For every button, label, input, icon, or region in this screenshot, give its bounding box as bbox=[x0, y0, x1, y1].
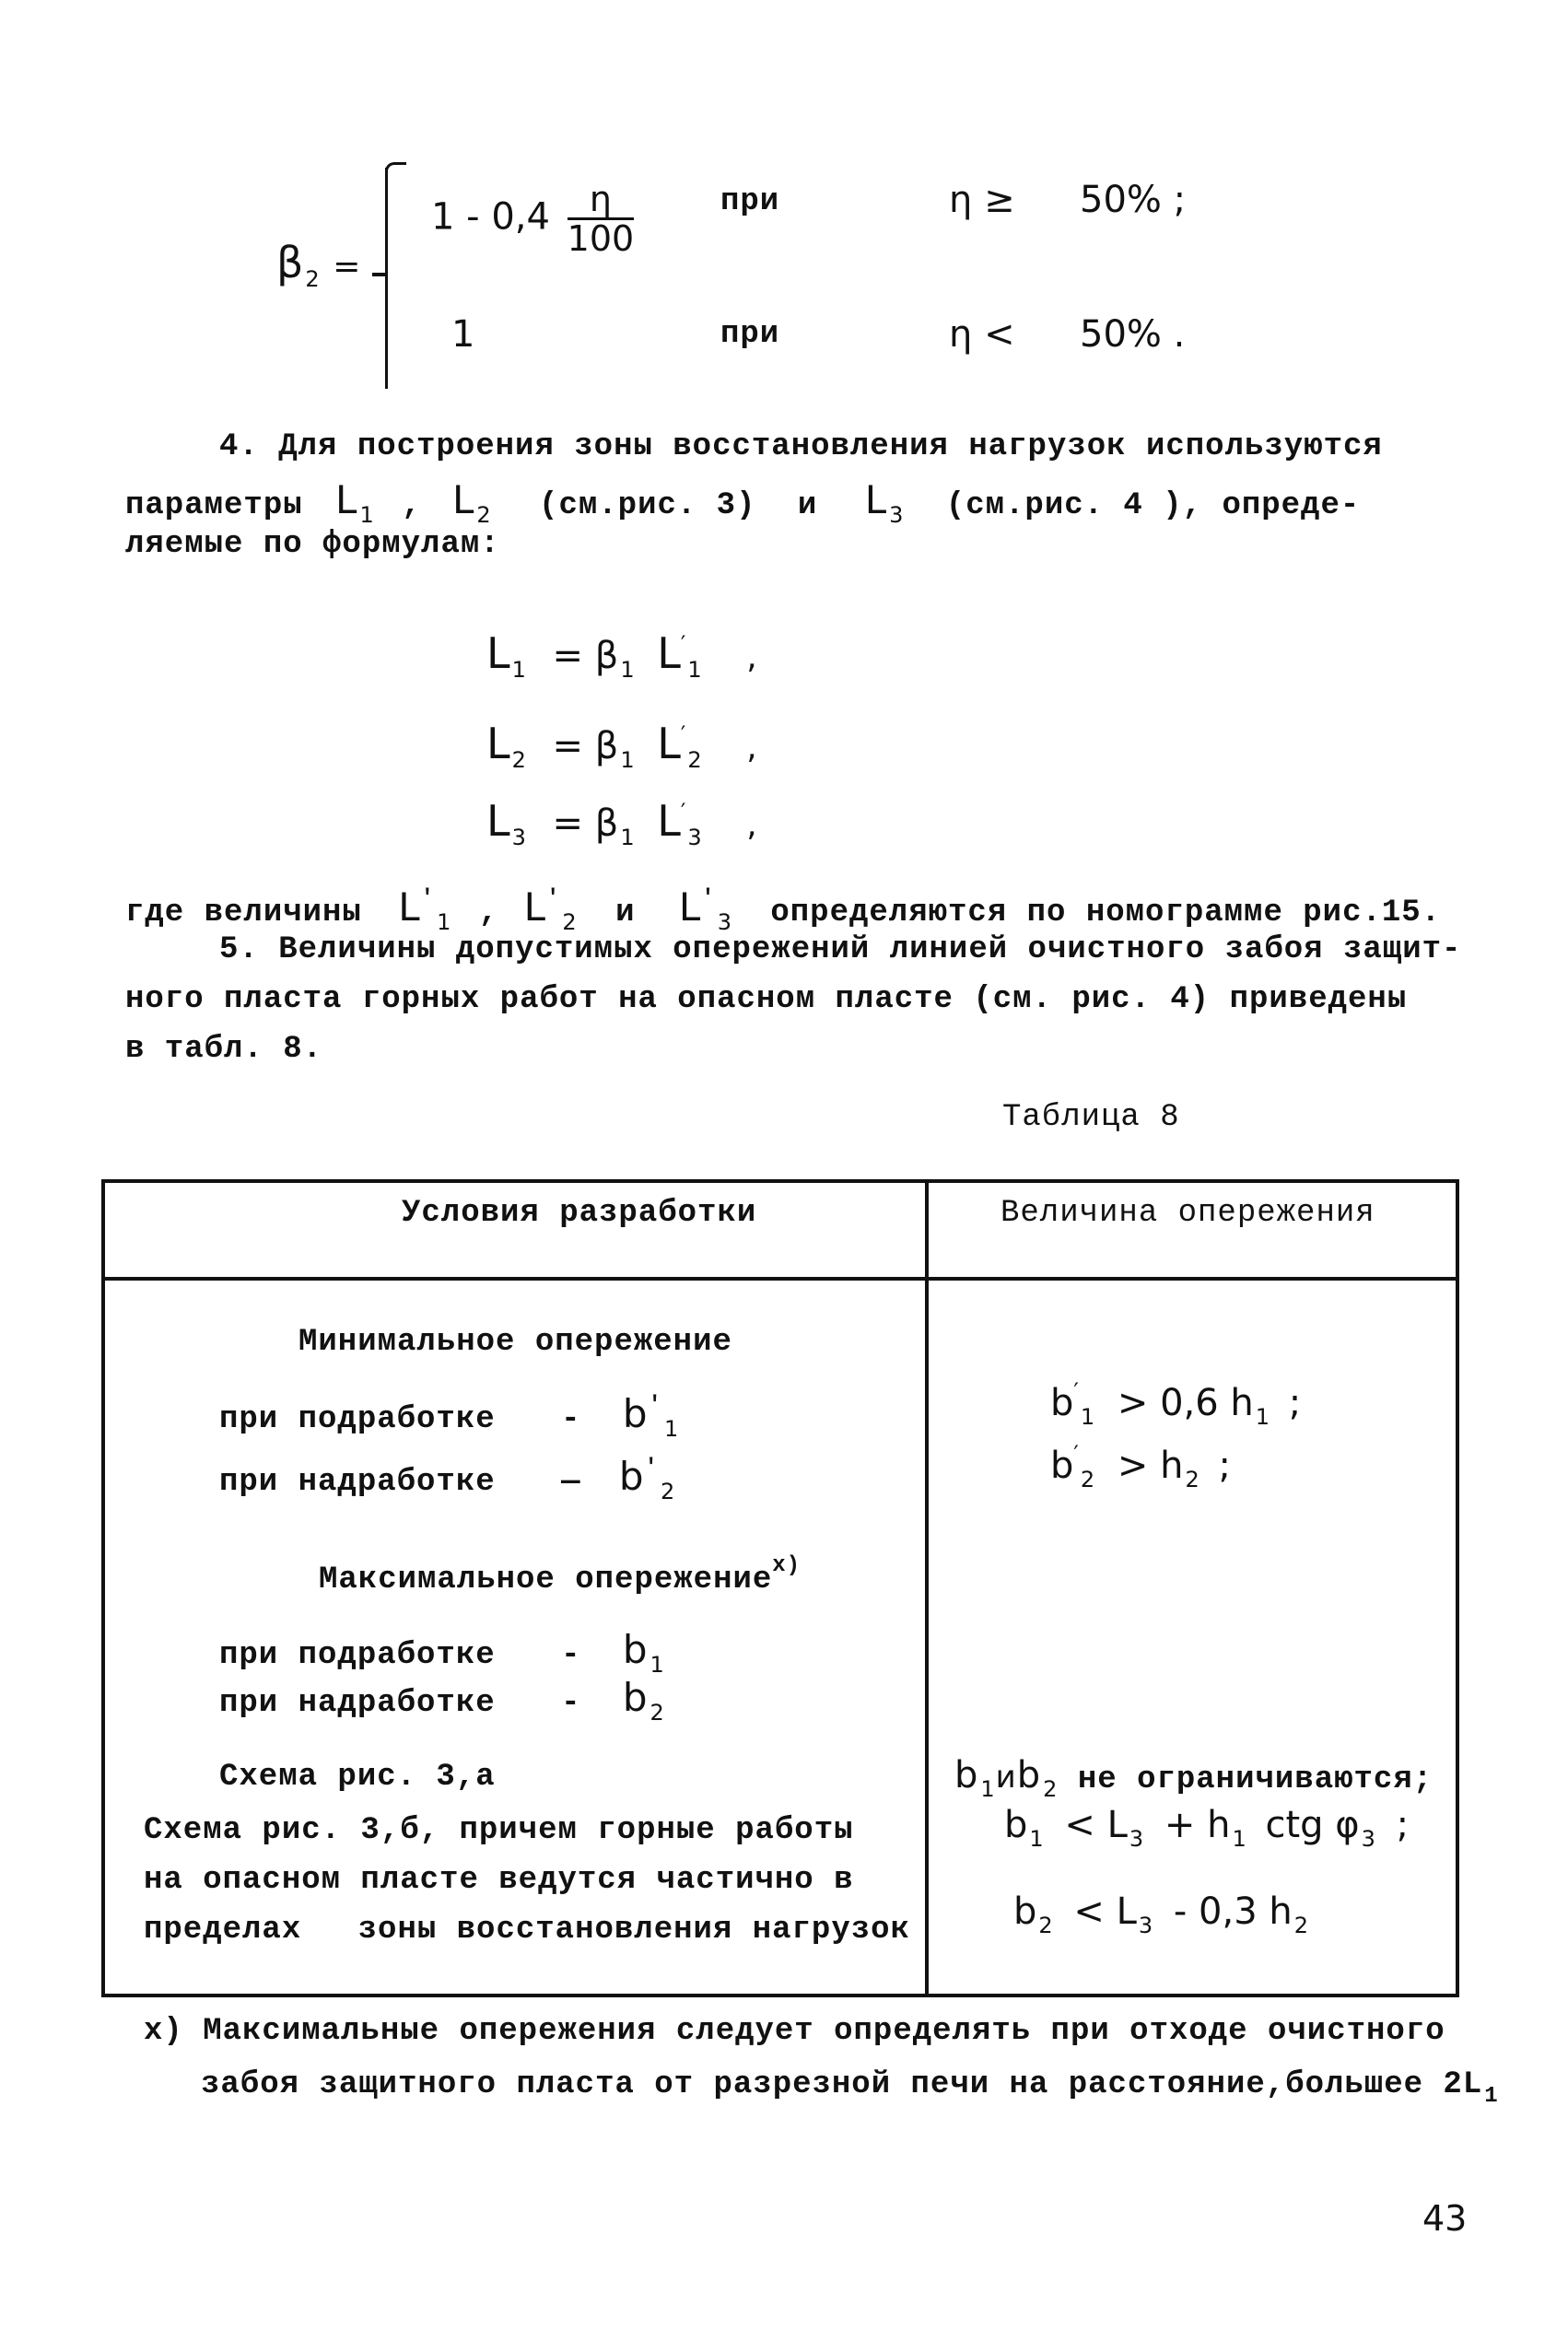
formula-L1: $L_1 = \beta_1$ $L'_1$ , bbox=[486, 628, 757, 683]
brace-tip-mid bbox=[372, 273, 385, 276]
scheme-b-line1: Схема рис. 3,б, причем горные работы bbox=[144, 1813, 854, 1848]
formula-L3: $L_3 = \beta_1$ $L'_3$ , bbox=[486, 796, 757, 850]
table-col-divider bbox=[925, 1179, 929, 1994]
case1-expression: 1 - 0,4 $\frac{\eta}{100}$ bbox=[431, 179, 635, 259]
case1-word: при bbox=[720, 184, 780, 219]
min-value1: $b'_1 > 0,6$ $h_1$ ; bbox=[1050, 1378, 1302, 1430]
min-row1: при подработке - $b'_1$ bbox=[219, 1391, 680, 1442]
para4-line3: ляемые по формулам: bbox=[125, 527, 500, 562]
scheme-b-line2: на опасном пласте ведутся частично в bbox=[144, 1863, 854, 1898]
case2-expression: 1 bbox=[451, 313, 475, 356]
formula-brace bbox=[385, 168, 388, 389]
case1-fraction: $\frac{\eta}{100}$ bbox=[567, 179, 635, 259]
min-value2: $b'_2 > h_2$ ; bbox=[1050, 1441, 1231, 1492]
table-header-left: Условия разработки bbox=[402, 1196, 757, 1231]
scheme-a-label: Схема рис. 3,а bbox=[219, 1760, 496, 1795]
para5-line1: 5. Величины допустимых опережений линией очистного забоя защит- bbox=[219, 932, 1462, 967]
formula-L2: $L_2 = \beta_1$ $L'_2$ , bbox=[486, 719, 757, 773]
scheme-b-value1: $b_1 < L_3 + h_1$ ctg $\varphi_3$ ; bbox=[1004, 1804, 1410, 1852]
scheme-b-value2: $b_2 < L_3 - 0,3$ $h_2$ bbox=[1013, 1890, 1309, 1938]
page-number: 43 bbox=[1422, 2198, 1468, 2239]
table-caption: Таблица 8 bbox=[1002, 1100, 1180, 1135]
para5-line3: в табл. 8. bbox=[125, 1032, 323, 1067]
max-row2: при надработке - $b_2$ bbox=[219, 1675, 665, 1726]
case2-condition: η < bbox=[949, 313, 1015, 356]
min-row2: при надработке — $b'_2$ bbox=[219, 1454, 676, 1504]
min-title: Минимальное опережение bbox=[298, 1325, 732, 1360]
scheme-a-value: $b_1иb_2$ не ограничиваются; bbox=[954, 1754, 1433, 1802]
where-line: где величины $L'_1$ , $L'_2$ и $L'_3$ определяются по номограмме рис.15. bbox=[125, 884, 1442, 935]
formula-beta2-lhs: $\beta_2$ = bbox=[276, 238, 361, 292]
para4-line2: параметры $L_1$ , $L_2$ (см.рис. 3) и $L_3$ (см.рис. 4 ), опреде- bbox=[125, 477, 1361, 528]
max-row1: при подработке - $b_1$ bbox=[219, 1627, 665, 1678]
table-header-right: Величина опережения bbox=[1000, 1196, 1375, 1231]
case1-value: 50% ; bbox=[1080, 179, 1187, 221]
table-header-divider bbox=[101, 1277, 1456, 1281]
case1-condition: η ≥ bbox=[949, 179, 1015, 221]
case2-value: 50% . bbox=[1080, 313, 1186, 356]
para5-line2: ного пласта горных работ на опасном пласте (см. рис. 4) приведены bbox=[125, 982, 1408, 1017]
scheme-b-line3: пределах зоны восстановления нагрузок bbox=[144, 1913, 910, 1948]
para4-line1: 4. Для построения зоны восстановления нагрузок используются bbox=[219, 429, 1383, 464]
case2-word: при bbox=[720, 317, 780, 352]
brace-tip-top bbox=[385, 162, 406, 174]
footnote-line1: x) Максимальные опережения следует определять при отходе очистного bbox=[144, 2014, 1445, 2049]
max-title: Максимальное опережение$^{x)}$ bbox=[319, 1553, 802, 1598]
footnote-line2: забоя защитного пласта от разрезной печи на расстояние,большее $2L_1$ bbox=[201, 2067, 1499, 2109]
